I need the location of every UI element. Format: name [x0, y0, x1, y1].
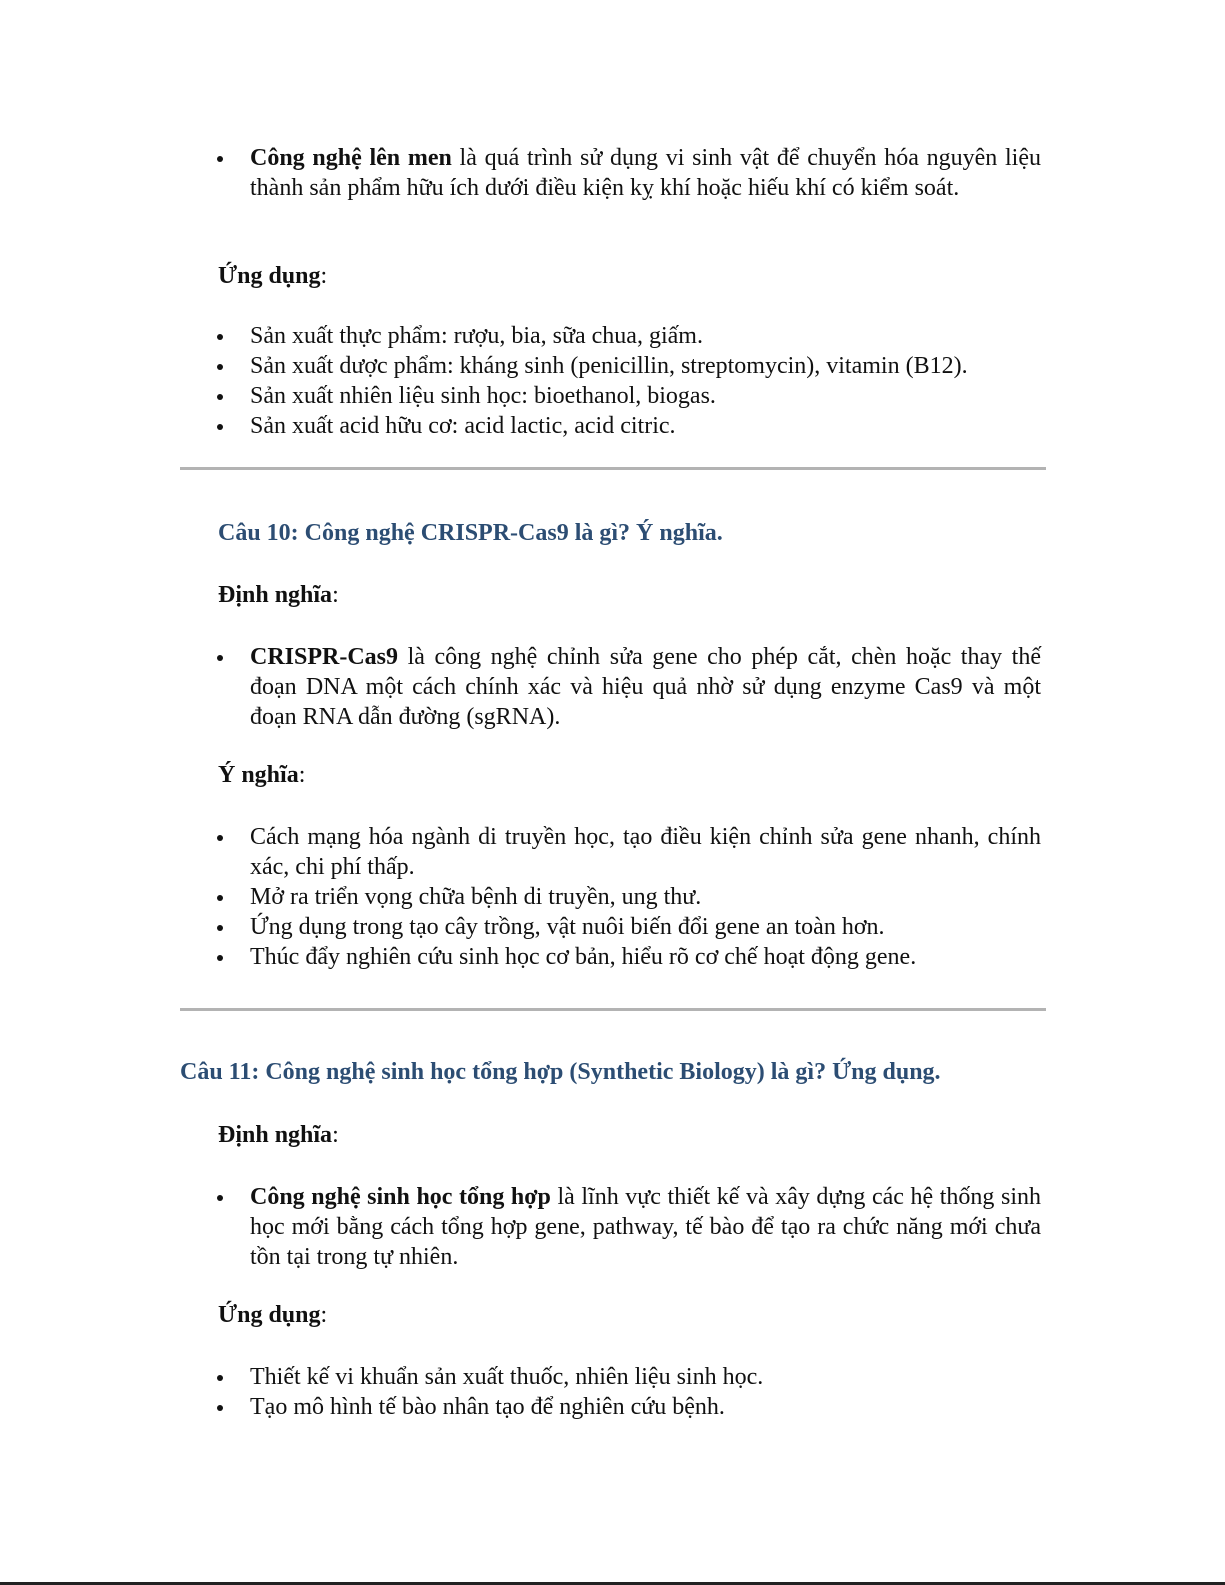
- list-item: [218, 143, 1041, 203]
- label-colon: :: [298, 762, 306, 788]
- applications-label: [218, 1300, 327, 1330]
- label-bold: Ứng dụng: [218, 1302, 321, 1328]
- list-item: [218, 1182, 1041, 1272]
- list-item: Cách mạng hóa ngành di truyền học, tạo điều kiện chỉnh sửa gene nhanh, chính xác, chi phí thấp.: [218, 822, 1041, 882]
- list-item: Ứng dụng trong tạo cây trồng, vật nuôi biến đổi gene an toàn hơn.: [218, 912, 1041, 942]
- definition-label: [218, 580, 339, 610]
- label-colon: :: [320, 1302, 328, 1328]
- label-bold: Ý nghĩa: [218, 762, 299, 788]
- label-bold: Định nghĩa: [218, 582, 333, 608]
- definition-text: là công nghệ chỉnh sửa gene cho phép cắt, chèn hoặc thay thế đoạn DNA một cách chính xác và hiệu quả nhờ sử dụng enzyme Cas9 và một đoạn RNA dẫn đường (sgRNA).: [250, 644, 1041, 730]
- list-item: [218, 642, 1041, 732]
- crispr-definition-list: [218, 642, 1041, 732]
- section-heading-10: Câu 10: Công nghệ CRISPR-Cas9 là gì? Ý nghĩa.: [218, 520, 723, 546]
- term-bold: CRISPR-Cas9: [250, 644, 399, 670]
- definition-label: [218, 1120, 339, 1150]
- crispr-meaning-list: [218, 822, 1041, 972]
- section-divider: [180, 467, 1046, 470]
- definition-text: là lĩnh vực thiết kế và xây dựng các hệ thống sinh học mới bằng cách tổng hợp gene, pathway, tế bào để tạo ra chức năng mới chưa tồn tại trong tự nhiên.: [250, 1184, 1041, 1270]
- list-item: Sản xuất thực phẩm: rượu, bia, sữa chua, giấm.: [218, 321, 1041, 351]
- label-colon: :: [332, 582, 339, 608]
- section-divider: [180, 1008, 1046, 1011]
- definition-text: là quá trình sử dụng vi sinh vật để chuyển hóa nguyên liệu thành sản phẩm hữu ích dưới điều kiện kỵ khí hoặc hiếu khí có kiểm soát.: [250, 145, 1041, 201]
- meaning-label: [218, 760, 305, 790]
- label-bold: Định nghĩa: [218, 1122, 333, 1148]
- label-colon: :: [332, 1122, 339, 1148]
- list-item: Mở ra triển vọng chữa bệnh di truyền, ung thư.: [218, 882, 1041, 912]
- fermentation-applications-list: [218, 321, 1041, 441]
- applications-label: [218, 261, 327, 291]
- term-bold: Công nghệ sinh học tổng hợp: [250, 1184, 551, 1210]
- list-item: Thiết kế vi khuẩn sản xuất thuốc, nhiên liệu sinh học.: [218, 1362, 1041, 1392]
- list-item: Sản xuất dược phẩm: kháng sinh (penicillin, streptomycin), vitamin (B12).: [218, 351, 1041, 381]
- list-item: Sản xuất acid hữu cơ: acid lactic, acid citric.: [218, 411, 1041, 441]
- fermentation-definition-list: [218, 143, 1041, 203]
- list-item: Tạo mô hình tế bào nhân tạo để nghiên cứu bệnh.: [218, 1392, 1041, 1422]
- list-item: Thúc đẩy nghiên cứu sinh học cơ bản, hiểu rõ cơ chế hoạt động gene.: [218, 942, 1041, 972]
- label-colon: :: [320, 263, 328, 289]
- term-bold: Công nghệ lên men: [250, 145, 452, 171]
- section-heading-11: Câu 11: Công nghệ sinh học tổng hợp (Synthetic Biology) là gì? Ứng dụng.: [180, 1059, 941, 1085]
- label-bold: Ứng dụng: [218, 263, 321, 289]
- list-item: Sản xuất nhiên liệu sinh học: bioethanol, biogas.: [218, 381, 1041, 411]
- synbio-definition-list: [218, 1182, 1041, 1272]
- synbio-applications-list: [218, 1362, 1041, 1422]
